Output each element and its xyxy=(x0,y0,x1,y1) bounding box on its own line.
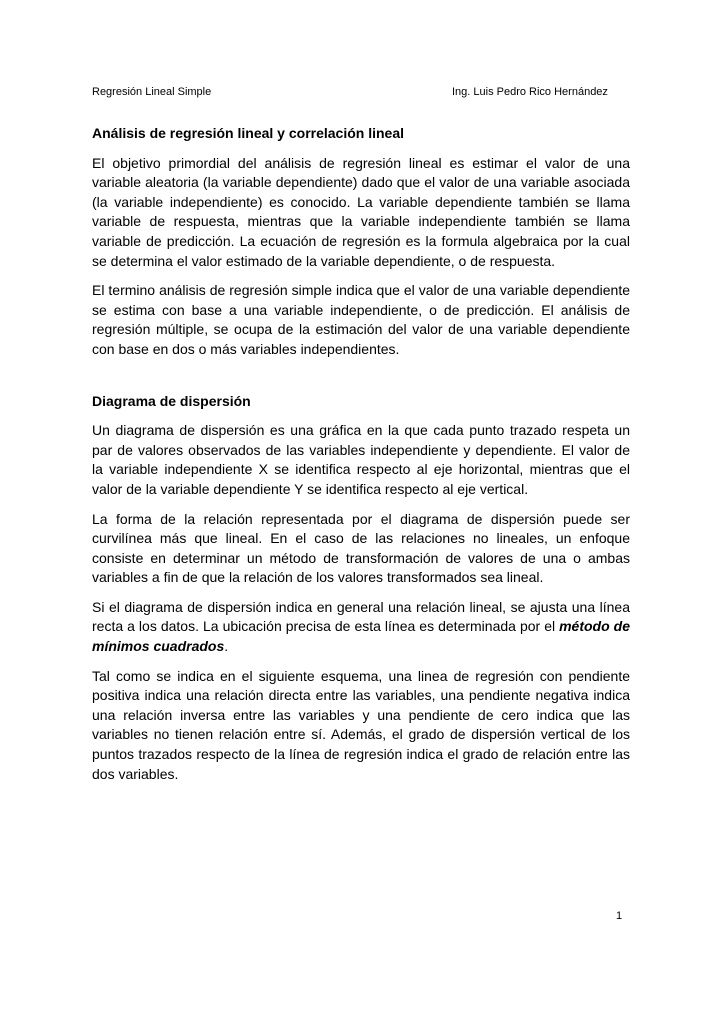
page-header xyxy=(92,86,632,102)
page-number: 1 xyxy=(616,910,623,922)
paragraph-forma-relacion: La forma de la relación representada por el diagrama de dispersión puede ser curvilínea más que lineal. En el caso de las relaciones no lineales, un enfoque consiste en determinar un método de transformación de valores de una o ambas variables a fin de que la relación de los valores transformados sea lineal. xyxy=(92,510,630,586)
paragraph-esquema-pendiente: Tal como se indica en el siguiente esquema, una linea de regresión con pendiente positiva indica una relación directa entre las variables, una pendiente negativa indica una relación inversa entre las variables y una pendiente de cero indica que las variables no tienen relación entre sí. Además, el grado de dispersión vertical de los puntos trazados respecto de la línea de regresión indica el grado de relación entre las dos variables. xyxy=(92,667,630,782)
document-body xyxy=(92,124,630,794)
paragraph-minimos-cuadrados xyxy=(92,598,630,657)
header-document-title: Regresión Lineal Simple xyxy=(92,86,212,98)
paragraph-diagrama-dispersion: Un diagrama de dispersión es una gráfica en la que cada punto trazado respeta un par de valores observados de las variables independiente y dependiente. El valor de la variable independiente X se identifica respecto al eje horizontal, mientras que el valor de la variable dependiente Y se identifica respecto al eje vertical. xyxy=(92,422,630,497)
section-heading-regresion: Análisis de regresión lineal y correlación lineal xyxy=(92,125,405,141)
section-heading-dispersion: Diagrama de dispersión xyxy=(92,392,251,409)
paragraph-objetivo: El objetivo primordial del análisis de regresión lineal es estimar el valor de una variable aleatoria (la variable dependiente) dado que el valor de una variable asociada (la variable independiente) es conocido. La variable dependiente también se llama variable de respuesta, mientras que la variable independiente también se llama variable de predicción. La ecuación de regresión es la formula algebraica por la cual se determina el valor estimado de la variable dependiente, o de respuesta. xyxy=(92,154,630,269)
metodo-minimos-cuadrados: método de mínimos cuadrados xyxy=(92,618,631,655)
paragraph-minimos-start: Si el diagrama de dispersión indica en general una relación lineal, se ajusta una línea recta a los datos. La ubicación precisa de esta línea es determinada por el xyxy=(92,598,630,635)
header-author: Ing. Luis Pedro Rico Hernández xyxy=(452,86,608,98)
paragraph-minimos-end: . xyxy=(224,638,229,655)
paragraph-regresion-simple: El termino análisis de regresión simple indica que el valor de una variable dependiente se estima con base a una variable independiente, o de predicción. El análisis de regresión múltiple, se ocupa de la estimación del valor de una variable dependiente con base en dos o más variables independientes. xyxy=(92,282,630,357)
